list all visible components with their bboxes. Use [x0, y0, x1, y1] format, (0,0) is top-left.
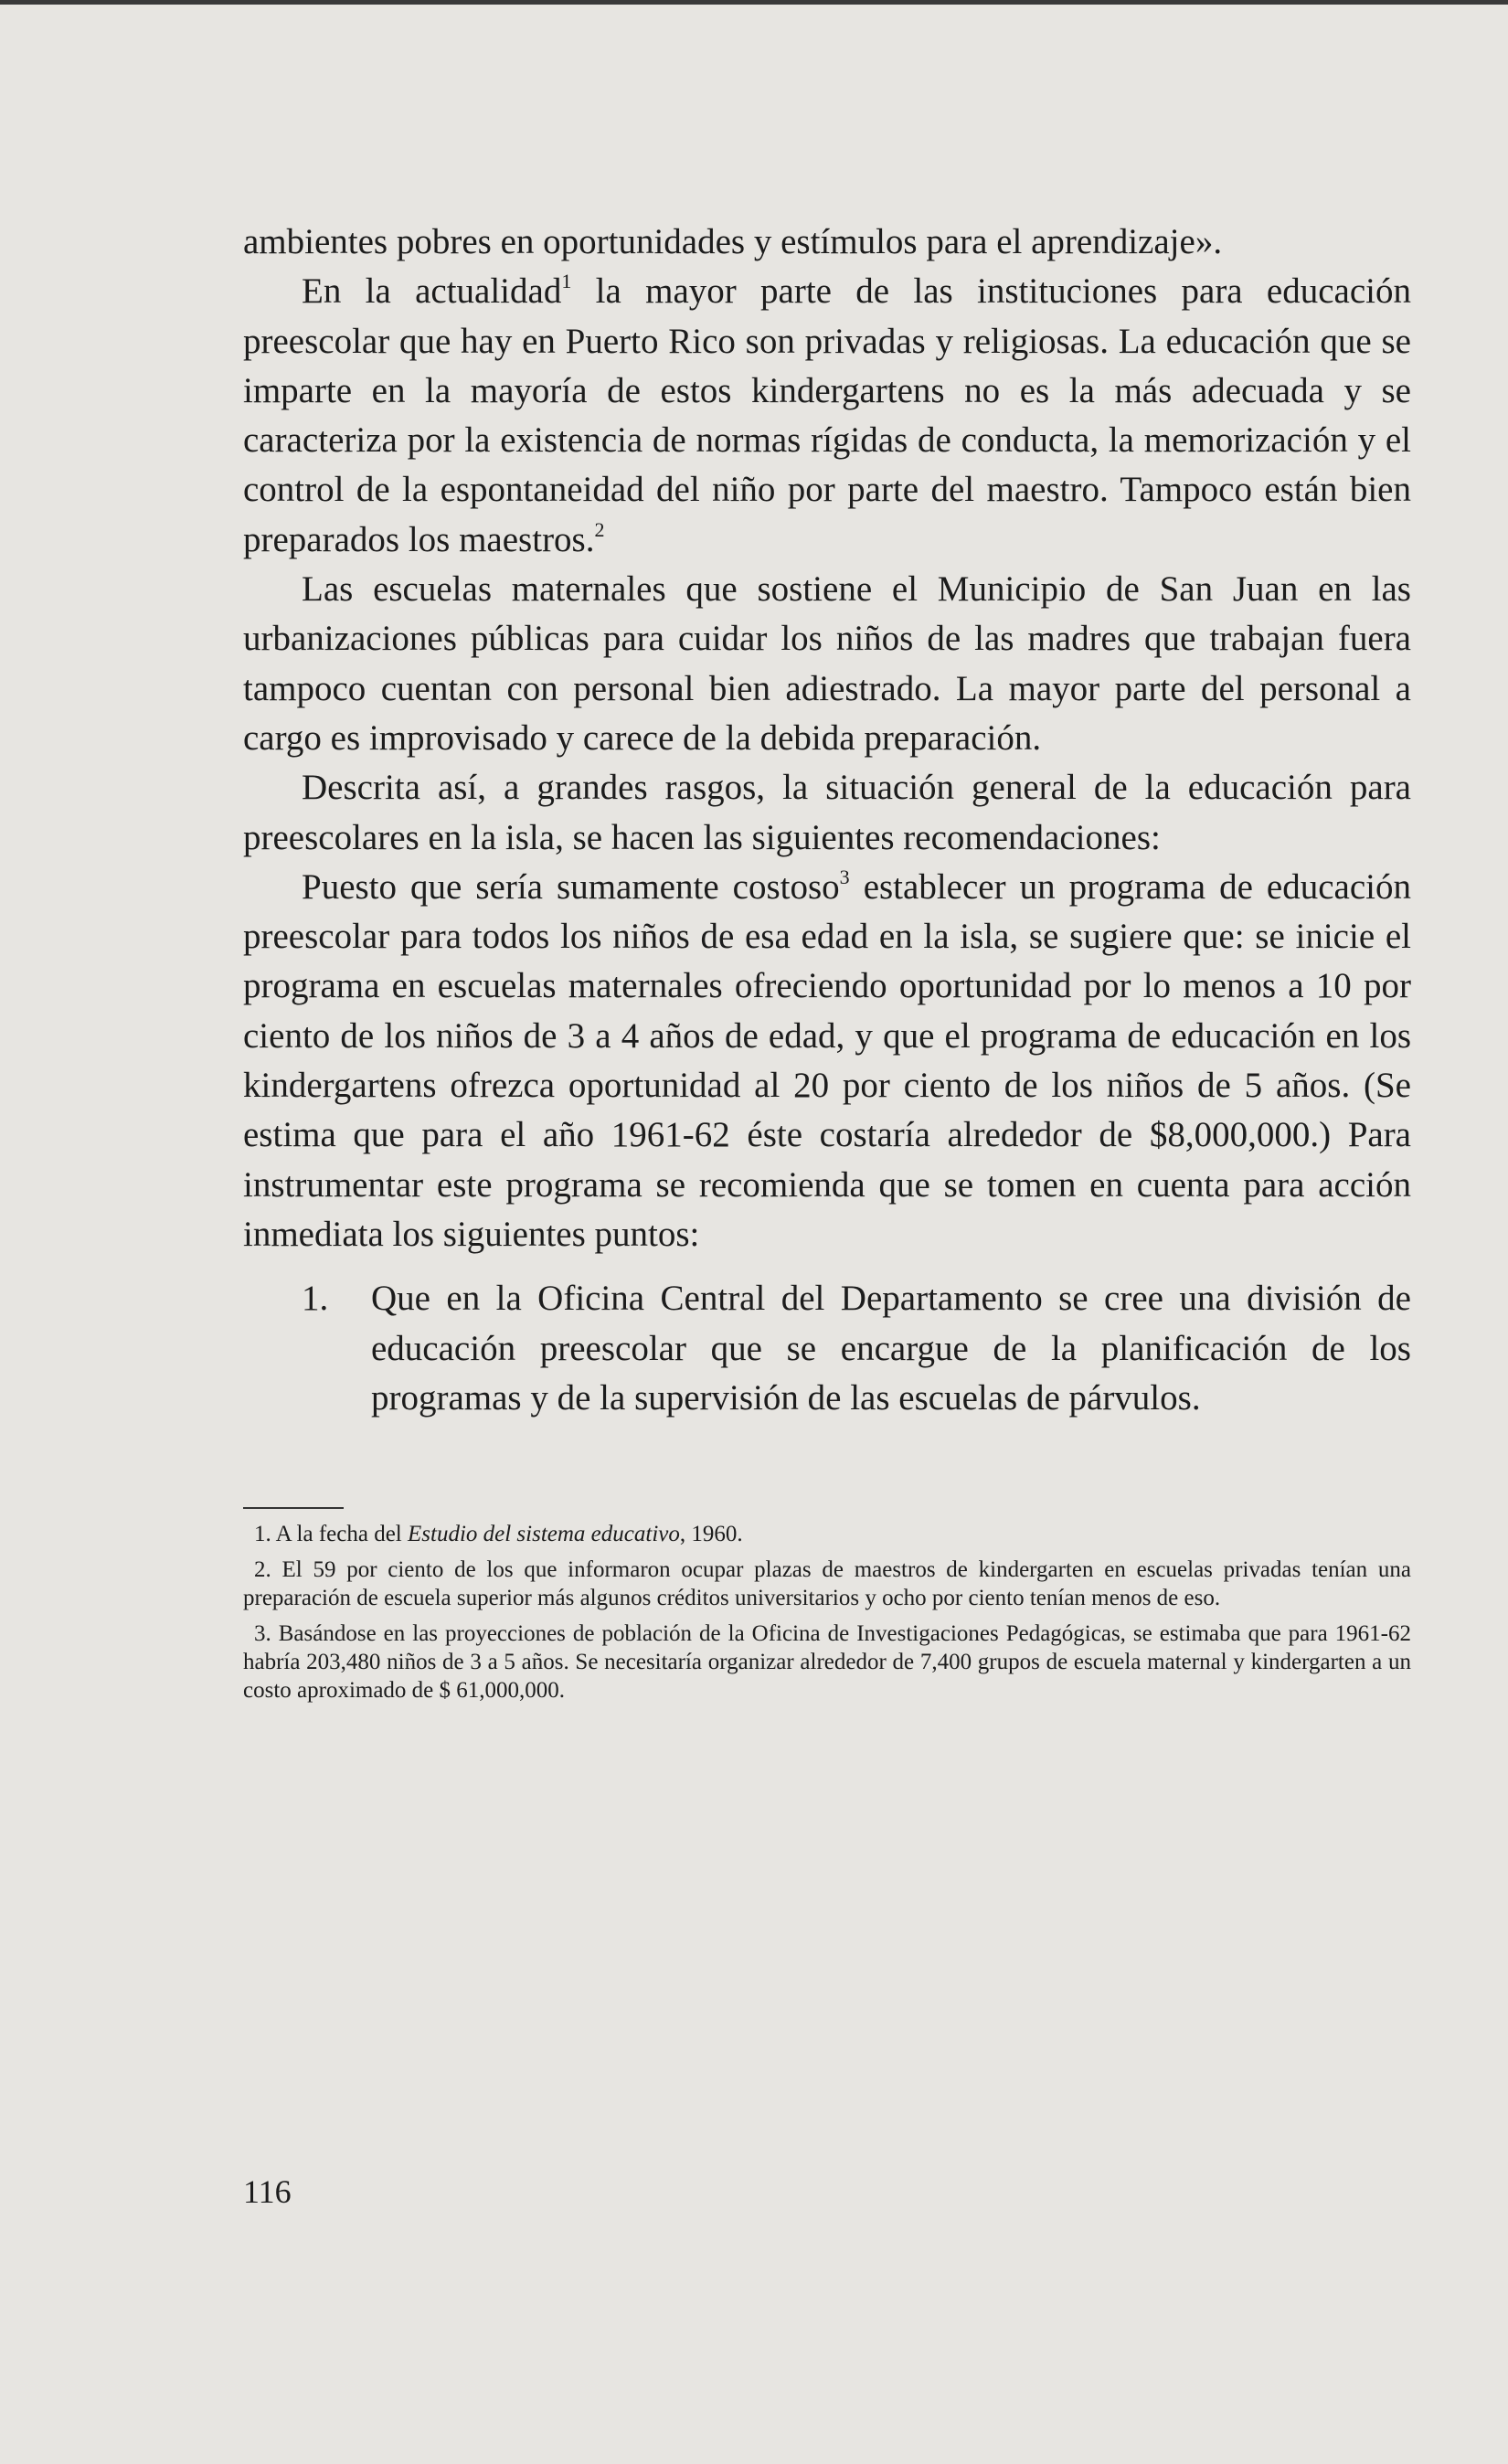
body-text: [243, 218, 1411, 1259]
list-item-number: 1.: [302, 1279, 329, 1319]
list-item: [243, 1274, 1411, 1423]
footnote-reference: 3: [839, 865, 850, 888]
text-segment: 3. Basándose en las proyecciones de población de la Oficina de Investigaciones Pedagógicas, se estimaba que para 1961-62 habría 203,480 niños de 3 a 5 años. Se necesitaría organizar alrededor de 7,400 grupos de escuela maternal y kindergarten a un costo aproximado de $ 61,000,000.: [243, 1621, 1411, 1704]
paragraph: [243, 763, 1411, 863]
page-number: 116: [243, 2173, 292, 2210]
paragraph: [243, 267, 1411, 565]
footnote: [243, 1556, 1411, 1612]
footnote-reference: 2: [594, 517, 605, 541]
text-segment: 1. A la fecha del: [254, 1522, 408, 1547]
text-segment: 2. El 59 por ciento de los que informaron ocupar plazas de maestros de kindergarten en escuelas privadas tenían una preparación de escuela superior más algunos créditos universitarios y ocho por ciento tenían menos de eso.: [243, 1557, 1411, 1611]
footnote-separator: [243, 1507, 344, 1509]
text-segment: la mayor parte de las instituciones para educación preescolar que hay en Puerto Rico son privadas y religiosas. La educación que se imparte en la mayoría de estos kindergartens no es la más adecuada y se caracteriza por la existencia de normas rígidas de conducta, la memorización y el control de la espontaneidad del niño por parte del maestro. Tampoco están bien preparados los maestros.: [243, 271, 1411, 559]
paragraph: [243, 218, 1411, 267]
footnotes: [243, 1520, 1411, 1705]
recommendation-list: [243, 1274, 1411, 1423]
paragraph: [243, 565, 1411, 763]
paragraph: [243, 863, 1411, 1259]
footnote-reference: 1: [561, 270, 572, 293]
text-segment: Descrita así, a grandes rasgos, la situación general de la educación para preescolares en la isla, se hacen las siguientes recomendaciones:: [243, 768, 1411, 857]
text-segment: Puesto que sería sumamente costoso: [302, 866, 840, 907]
italic-title: Estudio del sistema educativo: [408, 1522, 680, 1547]
text-segment: En la actualidad: [302, 271, 562, 312]
text-segment: , 1960.: [679, 1522, 743, 1547]
footnote: [243, 1620, 1411, 1705]
page-content: [243, 218, 1411, 1705]
list-item-text: Que en la Oficina Central del Departamento se cree una división de educación preescolar que se encargue de la planificación de los programas y de la supervisión de las escuelas de párvulos.: [371, 1279, 1411, 1418]
text-segment: establecer un programa de educación preescolar para todos los niños de esa edad en la isla, se sugiere que: se inicie el programa en escuelas maternales ofreciendo oportunidad por lo menos a 10 por ciento de los niños de 3 a 4 años de edad, y que el programa de educación en los kindergartens ofrezca oportunidad al 20 por ciento de los niños de 5 años. (Se estima que para el año 1961-62 éste costaría alrededor de $8,000,000.) Para instrumentar este programa se recomienda que se tomen en cuenta para acción inmediata los siguientes puntos:: [243, 866, 1412, 1254]
footnote: [243, 1520, 1411, 1548]
top-edge-rule: [0, 0, 1508, 5]
text-segment: Las escuelas maternales que sostiene el Municipio de San Juan en las urbanizaciones públicas para cuidar los niños de las madres que trabajan fuera tampoco cuentan con personal bien adiestrado. La mayor parte del personal a cargo es improvisado y carece de la debida preparación.: [243, 569, 1411, 758]
text-segment: ambientes pobres en oportunidades y estímulos para el aprendizaje».: [243, 222, 1223, 261]
